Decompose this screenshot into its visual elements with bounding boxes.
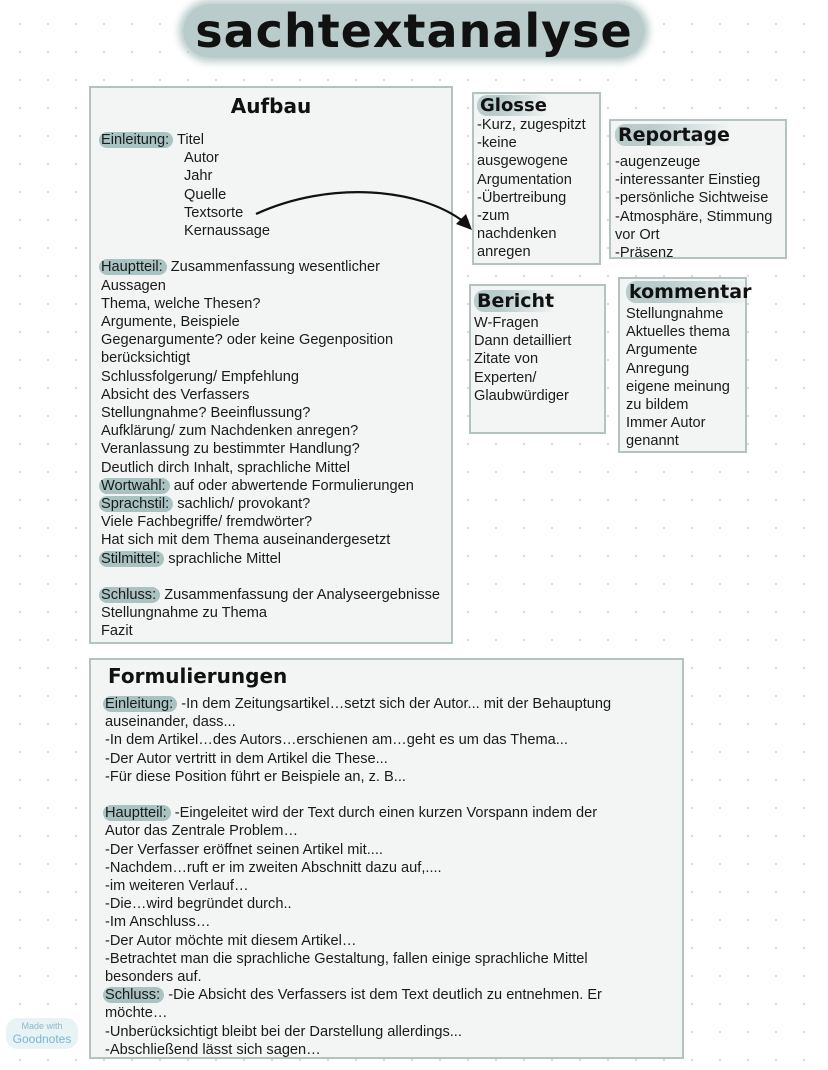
- text-line: [105, 1004, 682, 1022]
- line-text: -Abschließend lässt sich sagen…: [105, 1041, 321, 1058]
- line-text: -im weiteren Verlauf…: [105, 878, 249, 895]
- line-text: -Unberücksichtigt bleibt bei der Darstellung allerdings...: [105, 1023, 462, 1040]
- text-line: [105, 932, 682, 950]
- text-line: [105, 986, 682, 1004]
- glosse-heading: Glosse: [477, 96, 599, 116]
- list-item: genannt: [626, 433, 679, 450]
- line-text: Gegenargumente? oder keine Gegenposition: [101, 332, 394, 349]
- reportage-lines: [615, 153, 785, 262]
- list-item: -Kurz, zugespitzt: [477, 117, 586, 133]
- list-item: W-Fragen: [474, 315, 539, 331]
- line-text: -In dem Zeitungsartikel…setzt sich der Autor... mit der Behauptung: [181, 696, 612, 712]
- line-text: Zusammenfassung der Analyseergebnisse: [164, 587, 441, 604]
- text-line: [105, 750, 682, 768]
- list-item: Anregung: [626, 360, 690, 377]
- line-text: sachlich/ provokant?: [177, 496, 311, 513]
- formulierungen-box: [89, 658, 684, 1059]
- section-label-highlight: Einleitung:: [99, 132, 173, 148]
- formulierungen-heading: Formulierungen: [108, 664, 288, 688]
- text-line: [105, 822, 682, 840]
- list-item: -Atmosphäre, Stimmung: [615, 208, 773, 225]
- line-text: Stellungnahme zu Thema: [101, 605, 268, 622]
- text-line: [105, 804, 682, 822]
- list-item: -Übertreibung: [477, 189, 567, 206]
- list-item: eigene meinung: [626, 378, 730, 395]
- line-text: Fazit: [101, 623, 133, 640]
- line-text: berücksichtigt: [101, 350, 191, 367]
- text-line: [105, 968, 682, 986]
- line-text: -Der Autor vertritt in dem Artikel die These...: [105, 750, 388, 767]
- list-item: Glaubwürdiger: [474, 387, 569, 404]
- glosse-box: [472, 92, 601, 265]
- list-item: anregen: [477, 244, 531, 261]
- page-title: sachtextanalyse: [0, 4, 828, 58]
- list-item: Argumentation: [477, 171, 572, 188]
- goodnotes-watermark: Made with Goodnotes: [6, 1018, 78, 1049]
- line-text: Textsorte: [184, 204, 244, 221]
- line-text: Argumente, Beispiele: [101, 314, 240, 331]
- line-text: Quelle: [184, 186, 227, 203]
- list-item: Aktuelles thema: [626, 324, 730, 341]
- line-text: -In dem Artikel…des Autors…erschienen am…geht es um das Thema...: [105, 732, 568, 749]
- line-text: sprachliche Mittel: [168, 550, 282, 567]
- section-label-highlight: Sprachstil:: [99, 496, 173, 512]
- line-text: -Betrachtet man die sprachliche Gestaltung, fallen einige sprachliche Mittel: [105, 950, 588, 967]
- list-item: Dann detailliert: [474, 333, 572, 350]
- kommentar-lines: [626, 305, 745, 451]
- line-text: -Der Autor möchte mit diesem Artikel…: [105, 932, 357, 949]
- list-item: -zum: [477, 208, 510, 225]
- line-text: -Die Absicht des Verfassers ist dem Text deutlich zu entnehmen. Er: [168, 987, 602, 1004]
- blank-line: [105, 786, 682, 804]
- bericht-heading: Bericht: [474, 288, 604, 314]
- reportage-heading: Reportage: [615, 123, 785, 147]
- text-line: [105, 713, 682, 731]
- list-item: -persönliche Sichtweise: [615, 190, 769, 207]
- line-text: Titel: [176, 132, 204, 148]
- line-text: -Nachdem…ruft er im zweiten Abschnitt dazu auf,....: [105, 859, 442, 876]
- line-text: Aufklärung/ zum Nachdenken anregen?: [101, 423, 359, 440]
- text-line: [105, 1041, 682, 1059]
- text-line: [105, 895, 682, 913]
- line-text: Autor: [184, 150, 219, 167]
- text-line: [105, 695, 682, 713]
- section-label-highlight: Schluss:: [99, 587, 160, 603]
- line-text: -Für diese Position führt er Beispiele an, z. B...: [105, 768, 406, 785]
- text-line: [105, 913, 682, 931]
- list-item: Stellungnahme: [626, 306, 724, 322]
- section-label-highlight: Hauptteil:: [103, 805, 171, 821]
- line-text: Aussagen: [101, 277, 166, 294]
- reportage-box: [609, 119, 787, 262]
- list-item: -augenzeuge: [615, 154, 701, 170]
- line-text: Viele Fachbegriffe/ fremdwörter?: [101, 514, 313, 531]
- list-item: Zitate von: [474, 351, 539, 368]
- line-text: auf oder abwertende Formulierungen: [173, 477, 414, 494]
- list-item: Experten/: [474, 369, 537, 386]
- text-line: [105, 1023, 682, 1041]
- text-line: [105, 950, 682, 968]
- list-item: Argumente: [626, 342, 698, 359]
- line-text: -Die…wird begründet durch..: [105, 896, 292, 913]
- list-item: -interessanter Einstieg: [615, 172, 761, 189]
- list-item: ausgewogene: [477, 153, 568, 170]
- section-label-highlight: Wortwahl:: [99, 478, 170, 494]
- text-line: [105, 859, 682, 877]
- text-line: [105, 731, 682, 749]
- line-text: Stellungnahme? Beeinflussung?: [101, 405, 311, 422]
- line-text: Deutlich dirch Inhalt, sprachliche Mittel: [101, 459, 351, 476]
- formulierungen-lines: [105, 695, 682, 1059]
- line-text: auseinander, dass...: [105, 714, 236, 731]
- list-item: -keine: [477, 135, 517, 152]
- text-line: [105, 877, 682, 895]
- section-label-highlight: Hauptteil:: [99, 259, 167, 275]
- list-item: vor Ort: [615, 226, 660, 243]
- list-item: -Präsenz: [615, 245, 674, 262]
- text-line: [105, 841, 682, 859]
- section-label-highlight: Einleitung:: [103, 696, 177, 712]
- line-text: Autor das Zentrale Problem…: [105, 823, 299, 840]
- line-text: Kernaussage: [184, 223, 271, 240]
- line-text: Hat sich mit dem Thema auseinandergesetzt: [101, 532, 391, 549]
- line-text: möchte…: [105, 1005, 168, 1022]
- aufbau-heading: Aufbau: [230, 94, 312, 118]
- line-text: -Eingeleitet wird der Text durch einen kurzen Vorspann indem der: [174, 805, 598, 822]
- bericht-lines: [474, 314, 604, 405]
- bericht-box: [469, 284, 606, 434]
- line-text: Absicht des Verfassers: [101, 386, 250, 403]
- section-label-highlight: Stilmittel:: [99, 551, 164, 567]
- line-text: Jahr: [184, 168, 213, 185]
- line-text: Schlussfolgerung/ Empfehlung: [101, 368, 299, 385]
- list-item: zu bildem: [626, 397, 689, 414]
- line-text: besonders auf.: [105, 969, 202, 986]
- line-text: -Im Anschluss…: [105, 914, 211, 931]
- line-text: Zusammenfassung wesentlicher: [170, 259, 380, 276]
- kommentar-box: [618, 277, 752, 453]
- kommentar-heading: kommentar: [626, 279, 745, 305]
- glosse-lines: [477, 116, 599, 262]
- section-label-highlight: Schluss:: [103, 987, 164, 1003]
- line-text: Thema, welche Thesen?: [101, 295, 261, 312]
- text-line: [105, 768, 682, 786]
- line-text: Veranlassung zu bestimmter Handlung?: [101, 441, 360, 458]
- list-item: Immer Autor: [626, 415, 706, 432]
- list-item: nachdenken: [477, 226, 557, 243]
- line-text: -Der Verfasser eröffnet seinen Artikel mit....: [105, 841, 383, 858]
